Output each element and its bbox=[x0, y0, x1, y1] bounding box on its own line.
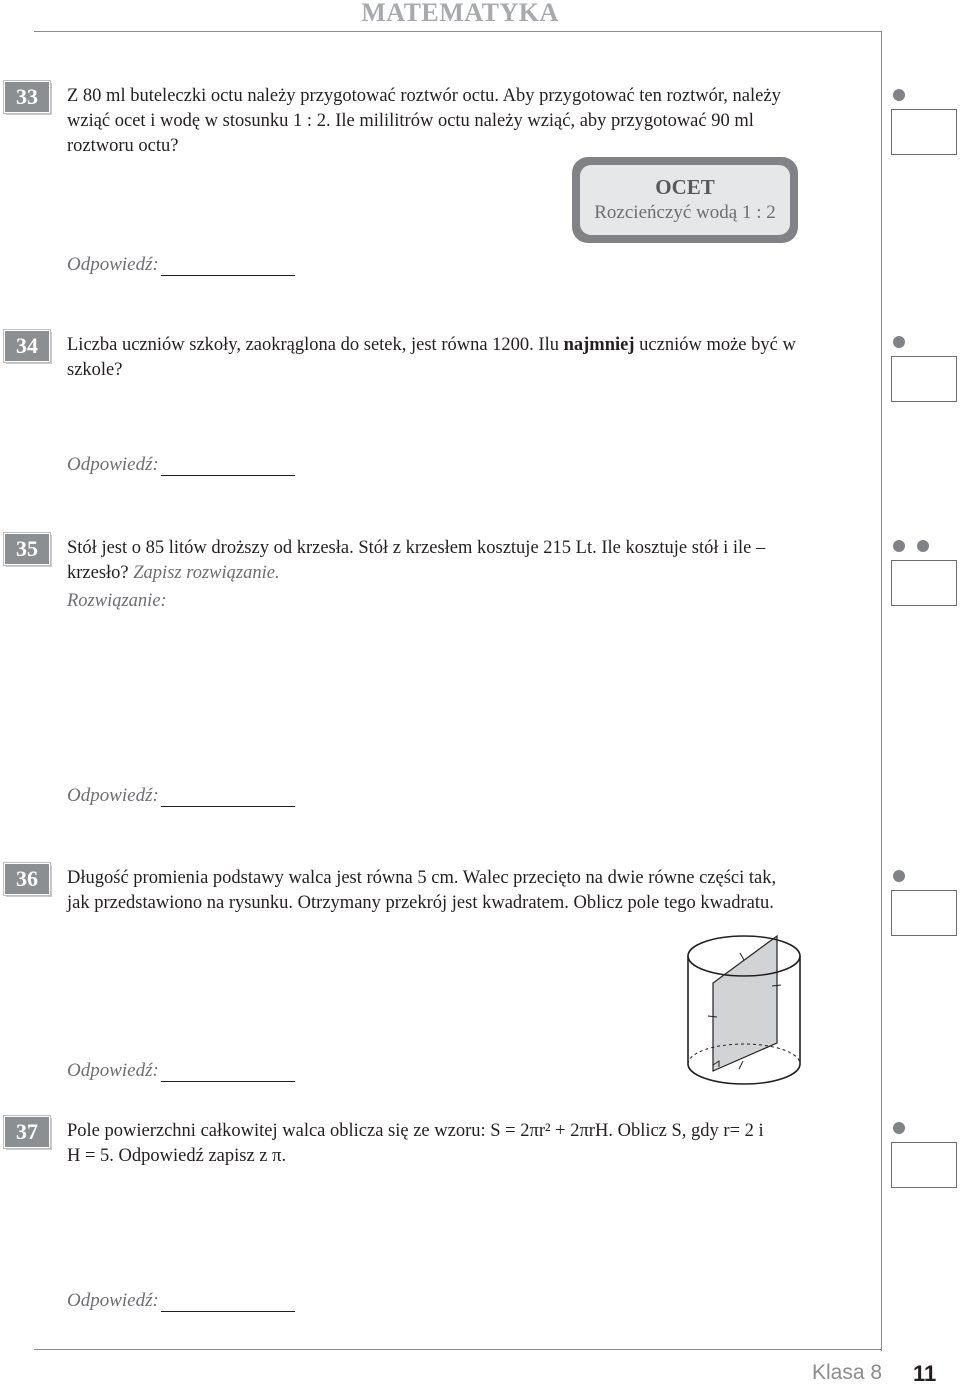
question-35-line-2 bbox=[67, 561, 857, 586]
question-number-37: 37 bbox=[4, 1116, 50, 1148]
answer-label: Odpowiedź: bbox=[67, 1060, 159, 1081]
score-box-37[interactable] bbox=[891, 1142, 957, 1188]
question-33-line-2: wziąć ocet i wodę w stosunku 1 : 2. Ile mililitrów octu należy wziąć, aby przygotować 90 ml bbox=[67, 111, 754, 131]
question-34-text-part1: Liczba uczniów szkoły, zaokrąglona do setek, jest równa 1200. Ilu bbox=[67, 335, 564, 355]
question-34-line-1 bbox=[67, 333, 857, 358]
score-box-35[interactable] bbox=[891, 560, 957, 606]
answer-label: Odpowiedź: bbox=[67, 454, 159, 475]
answer-line-33[interactable] bbox=[67, 254, 295, 282]
question-35-text bbox=[67, 536, 857, 614]
question-36-line-1: Długość promienia podstawy walca jest równa 5 cm. Walec przecięto na dwie równe części tak, bbox=[67, 868, 777, 888]
vinegar-label-subtitle: Rozcieńczyć wodą 1 : 2 bbox=[594, 202, 776, 223]
question-number-33: 33 bbox=[4, 81, 50, 113]
question-33-text bbox=[67, 84, 857, 159]
question-36-line-2: jak przedstawiono na rysunku. Otrzymany przekrój jest kwadratem. Oblicz pole tego kwadratu. bbox=[67, 893, 774, 913]
question-37-line-2: H = 5. Odpowiedź zapisz z π. bbox=[67, 1146, 287, 1166]
question-35-instruction: Zapisz rozwiązanie. bbox=[133, 563, 280, 583]
question-34-bold-word: najmniej bbox=[563, 335, 635, 355]
difficulty-dot bbox=[893, 540, 905, 552]
question-34-line-2: szkole? bbox=[67, 360, 123, 380]
question-37-line-1: Pole powierzchni całkowitej walca oblicza się ze wzoru: S = 2πr² + 2πrH. Oblicz S, gdy r= 2 i bbox=[67, 1121, 764, 1141]
question-number-36: 36 bbox=[4, 863, 50, 895]
difficulty-dot bbox=[893, 870, 905, 882]
top-rule bbox=[34, 31, 882, 32]
score-box-33[interactable] bbox=[891, 109, 957, 155]
difficulty-dot bbox=[893, 89, 905, 101]
solution-label: Rozwiązanie: bbox=[67, 591, 167, 611]
answer-label: Odpowiedź: bbox=[67, 254, 159, 275]
question-33-line-1: Z 80 ml buteleczki octu należy przygotować roztwór octu. Aby przygotować ten roztwór, należy bbox=[67, 86, 781, 106]
answer-line-36[interactable] bbox=[67, 1060, 295, 1088]
answer-blank[interactable] bbox=[161, 255, 295, 276]
answer-blank[interactable] bbox=[161, 786, 295, 807]
square-cross-section bbox=[713, 936, 777, 1071]
question-37-text bbox=[67, 1119, 857, 1169]
question-35-text-part: krzesło? bbox=[67, 563, 134, 583]
answer-blank[interactable] bbox=[161, 1291, 295, 1312]
page-header-title: MATEMATYKA bbox=[361, 0, 559, 27]
answer-line-37[interactable] bbox=[67, 1290, 295, 1318]
difficulty-dot bbox=[893, 336, 905, 348]
answer-line-35[interactable] bbox=[67, 785, 295, 813]
difficulty-dot bbox=[917, 540, 929, 552]
answer-blank[interactable] bbox=[161, 455, 295, 476]
bottom-rule bbox=[34, 1349, 882, 1350]
question-35-line-1: Stół jest o 85 litów droższy od krzesła. Stół z krzesłem kosztuje 215 Lt. Ile kosztuje stół i ile – bbox=[67, 538, 766, 558]
footer-page-number: 11 bbox=[913, 1361, 937, 1386]
score-box-36[interactable] bbox=[891, 890, 957, 936]
answer-line-34[interactable] bbox=[67, 454, 295, 482]
answer-label: Odpowiedź: bbox=[67, 785, 159, 806]
question-number-34: 34 bbox=[4, 330, 50, 362]
answer-blank[interactable] bbox=[161, 1061, 295, 1082]
question-33-line-3: roztworu octu? bbox=[67, 136, 179, 156]
question-34-text-part2: uczniów może być w bbox=[634, 335, 796, 355]
question-34-text bbox=[67, 333, 857, 383]
footer-grade: Klasa 8 bbox=[812, 1361, 883, 1384]
question-number-35: 35 bbox=[4, 533, 50, 565]
score-box-34[interactable] bbox=[891, 356, 957, 402]
cylinder-cross-section-figure bbox=[680, 928, 810, 1093]
cylinder-bottom-arc bbox=[688, 1064, 800, 1084]
vinegar-label-title: OCET bbox=[655, 175, 715, 199]
difficulty-dot bbox=[893, 1122, 905, 1134]
vinegar-label bbox=[572, 157, 798, 243]
answer-label: Odpowiedź: bbox=[67, 1290, 159, 1311]
question-36-text bbox=[67, 866, 857, 916]
vinegar-label-inner bbox=[580, 165, 790, 235]
right-rule bbox=[881, 31, 882, 1351]
